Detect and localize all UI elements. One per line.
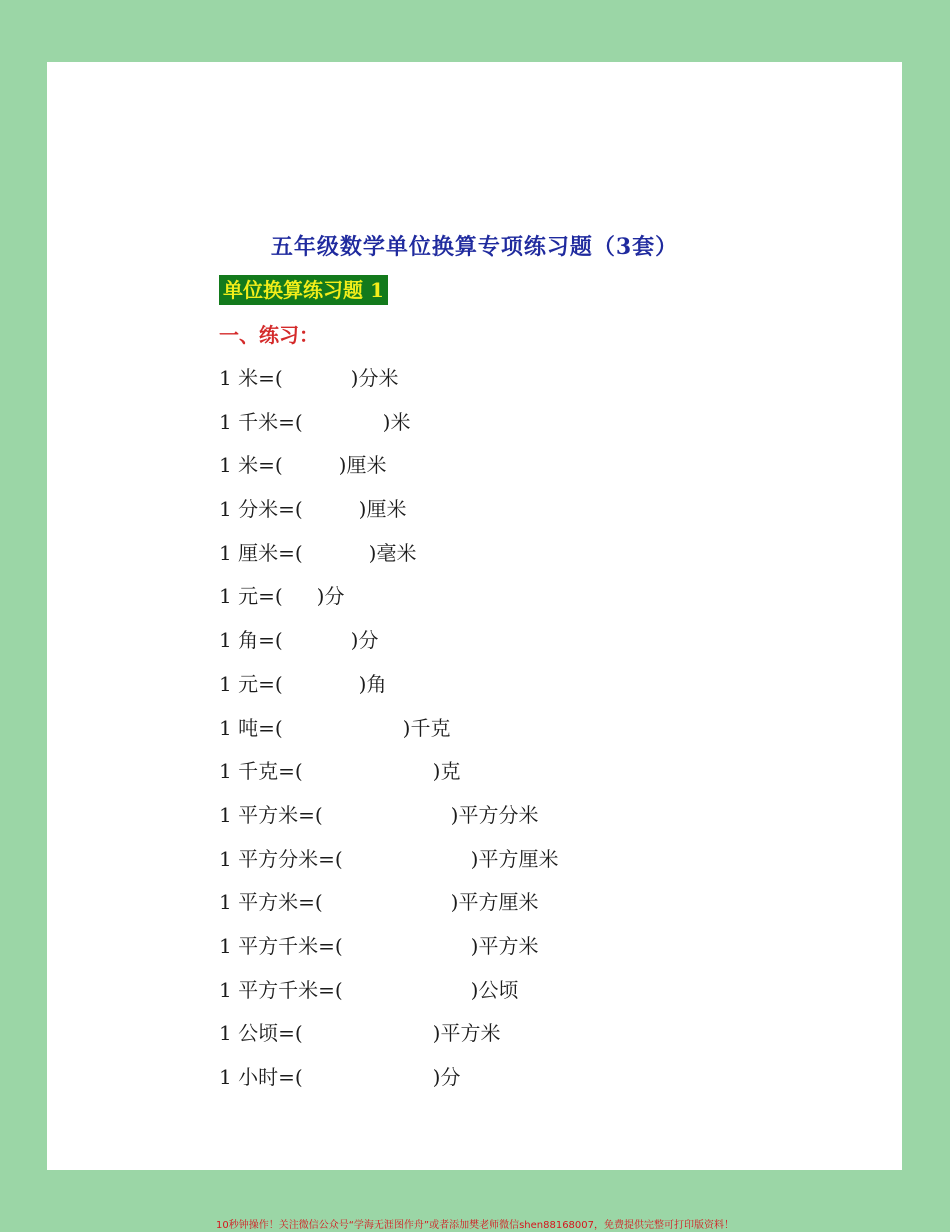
exercise-prompt: 1 平方分米=( — [219, 846, 343, 871]
exercise-prompt: 1 米=( — [219, 453, 283, 478]
exercise-unit: )角 — [358, 671, 387, 696]
exercise-unit: )平方米 — [470, 933, 539, 958]
exercise-unit: )分 — [316, 584, 345, 609]
exercise-unit: )平方厘米 — [450, 890, 539, 915]
exercise-prompt: 1 分米=( — [219, 497, 303, 522]
exercise-unit: )毫米 — [368, 540, 417, 565]
exercise-prompt: 1 平方米=( — [219, 802, 323, 827]
exercise-prompt: 1 公顷=( — [219, 1021, 303, 1046]
exercise-item — [219, 408, 558, 452]
exercise-item — [219, 845, 558, 889]
exercise-item — [219, 626, 558, 670]
exercise-item — [219, 495, 558, 539]
exercise-item — [219, 582, 558, 626]
exercise-prompt: 1 平方千米=( — [219, 933, 343, 958]
worksheet-page — [47, 62, 902, 1170]
exercise-unit: )千克 — [402, 715, 451, 740]
exercise-item — [219, 451, 558, 495]
exercise-prompt: 1 平方米=( — [219, 890, 323, 915]
part-heading: 一、练习： — [219, 323, 319, 347]
footer-promo-note: 10秒钟操作！关注微信公众号“学海无涯图作舟”或者添加樊老师微信shen88168007，免费提供完整可打印版资料！ — [215, 1220, 735, 1231]
section-badge: 单位换算练习题 1 — [219, 275, 388, 305]
exercise-unit: )平方厘米 — [470, 846, 559, 871]
exercise-prompt: 1 元=( — [219, 671, 283, 696]
exercise-item — [219, 932, 558, 976]
exercise-prompt: 1 千克=( — [219, 759, 303, 784]
exercise-prompt: 1 厘米=( — [219, 540, 303, 565]
exercise-item — [219, 364, 558, 408]
exercise-item — [219, 801, 558, 845]
exercise-item — [219, 888, 558, 932]
exercise-prompt: 1 角=( — [219, 628, 283, 653]
exercise-prompt: 1 元=( — [219, 584, 283, 609]
exercise-unit: )分米 — [350, 366, 399, 390]
exercise-list — [219, 364, 558, 1107]
exercise-unit: )公顷 — [470, 977, 519, 1002]
exercise-unit: )平方米 — [432, 1021, 501, 1046]
exercise-item — [219, 757, 558, 801]
exercise-unit: )分 — [350, 628, 379, 653]
exercise-item — [219, 670, 558, 714]
exercise-unit: )克 — [432, 759, 461, 784]
exercise-prompt: 1 平方千米=( — [219, 977, 343, 1002]
exercise-prompt: 1 小时=( — [219, 1065, 303, 1089]
exercise-item — [219, 1019, 558, 1063]
exercise-unit: )厘米 — [358, 497, 407, 522]
exercise-unit: )分 — [432, 1065, 461, 1089]
exercise-item — [219, 976, 558, 1020]
exercise-prompt: 1 千米=( — [219, 409, 303, 434]
exercise-unit: )平方分米 — [450, 802, 539, 827]
exercise-unit: )厘米 — [338, 453, 387, 478]
exercise-prompt: 1 吨=( — [219, 715, 283, 740]
exercise-item — [219, 1063, 558, 1107]
exercise-prompt: 1 米=( — [219, 366, 283, 390]
exercise-item — [219, 539, 558, 583]
exercise-item — [219, 714, 558, 758]
exercise-unit: )米 — [382, 409, 411, 434]
page-title — [47, 230, 902, 261]
page-title-text: 五年级数学单位换算专项练习题（3套） — [270, 234, 679, 260]
